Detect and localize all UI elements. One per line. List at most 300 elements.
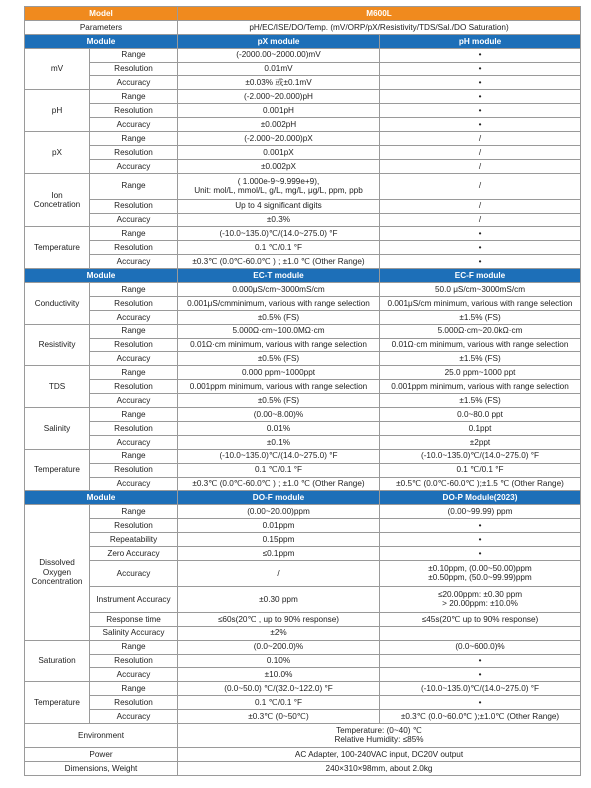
value-col2: [380, 519, 581, 533]
value-line: ±0.5% (FS): [257, 312, 300, 322]
value-col1: [178, 435, 380, 449]
value-line: 50.0 μS/cm~3000mS/cm: [434, 284, 526, 294]
row-label: Range: [90, 283, 178, 297]
value-line: ±2%: [270, 628, 287, 638]
value-line: Relative Humidity: ≤85%: [334, 735, 424, 745]
value-col1: [178, 696, 380, 710]
value-col1: [178, 533, 380, 547]
value-col1: [178, 62, 380, 76]
value-line: ±0.3℃ (0.0℃-60.0℃ ) ; ±1.0 ℃ (Other Range): [192, 256, 365, 266]
value-col1: [178, 366, 380, 380]
value-col2: [380, 324, 581, 338]
value-line: 5.000Ω·cm~20.0kΩ·cm: [437, 326, 523, 336]
value-line: (0.0~600.0)%: [455, 642, 505, 652]
value-col1: [178, 199, 380, 213]
value-col1: [178, 338, 380, 352]
row-label: Accuracy: [90, 560, 178, 586]
value-line: 0.1 ℃/0.1 °F: [254, 697, 303, 707]
parameter-group-name: TDS: [25, 366, 90, 408]
value-line: 0.15ppm: [262, 534, 295, 544]
row-label: Instrument Accuracy: [90, 586, 178, 612]
value-col2: [380, 241, 581, 255]
value-col1: [178, 640, 380, 654]
value-line: •: [478, 697, 482, 707]
value-col1: [178, 132, 380, 146]
spec-row: [25, 173, 581, 199]
spec-row: [25, 145, 581, 159]
row-label: Accuracy: [90, 352, 178, 366]
value-line: ( 1.000e-9~9.999e+9),: [237, 176, 320, 186]
value-line: ±0.5% (FS): [257, 395, 300, 405]
spec-row: [25, 213, 581, 227]
spec-row: [25, 338, 581, 352]
value-line: •: [478, 548, 482, 558]
parameters-label: Parameters: [25, 20, 178, 34]
value-line: (-2.000~20.000)pH: [244, 92, 313, 102]
value-col1: [178, 546, 380, 560]
row-label: Accuracy: [90, 213, 178, 227]
value-line: ±0.5℃ (0.0℃-60.0℃ );±1.5 ℃ (Other Range): [396, 479, 564, 489]
value-line: 0.1 ℃/0.1 °F: [254, 465, 303, 475]
value-line: 0.1 ℃/0.1 °F: [254, 243, 303, 253]
value-col1: [178, 586, 380, 612]
parameter-group-name: Resistivity: [25, 324, 90, 366]
row-label: Accuracy: [90, 668, 178, 682]
spec-row: [25, 310, 581, 324]
row-label: Resolution: [90, 296, 178, 310]
value-line: 0.0~80.0 ppt: [457, 409, 503, 419]
value-col1: [178, 463, 380, 477]
value-line: •: [478, 119, 482, 129]
row-label: Resolution: [90, 421, 178, 435]
parameter-group-name: Temperature: [25, 682, 90, 724]
row-label: Resolution: [90, 654, 178, 668]
value-col2: [380, 710, 581, 724]
value-line: (-2000.00~2000.00)mV: [236, 50, 321, 60]
row-label: Resolution: [90, 145, 178, 159]
row-label: Accuracy: [90, 118, 178, 132]
row-label: Range: [90, 324, 178, 338]
value-line: •: [478, 256, 482, 266]
value-col1: [178, 449, 380, 463]
power-label: Power: [25, 747, 178, 761]
spec-row: [25, 380, 581, 394]
row-label: Range: [90, 48, 178, 62]
value-line: /: [478, 201, 482, 211]
value-line: ±2ppt: [469, 437, 491, 447]
module-label: Module: [25, 269, 178, 283]
value-col1: [178, 283, 380, 297]
row-label: Zero Accuracy: [90, 546, 178, 560]
module-col2-title: pH module: [380, 34, 581, 48]
spec-row: [25, 408, 581, 422]
spec-row: [25, 449, 581, 463]
value-line: •: [478, 92, 482, 102]
environment-value: [178, 723, 581, 747]
environment-row: [25, 723, 581, 747]
value-line: 0.01Ω·cm minimum, various with range selection: [190, 340, 367, 350]
value-line: ±1.5% (FS): [459, 395, 501, 405]
spec-row: [25, 505, 581, 519]
row-label: Range: [90, 682, 178, 696]
power-row: [25, 747, 581, 761]
value-line: Temperature: (0~40) ℃: [336, 726, 422, 736]
spec-row: [25, 62, 581, 76]
value-col1: [178, 505, 380, 519]
value-col2: [380, 145, 581, 159]
row-label: Response time: [90, 612, 178, 626]
dimensions-label: Dimensions, Weight: [25, 761, 178, 775]
value-col2: [380, 310, 581, 324]
value-line: 0.000 ppm~1000ppt: [241, 368, 316, 378]
spec-row: [25, 668, 581, 682]
spec-row: [25, 519, 581, 533]
value-col2: [380, 90, 581, 104]
environment-label: Environment: [25, 723, 178, 747]
spec-row: [25, 352, 581, 366]
value-col1: [178, 668, 380, 682]
value-col1: [178, 682, 380, 696]
value-line: /: [478, 215, 482, 225]
value-col2: [380, 296, 581, 310]
value-line: ±0.1%: [266, 437, 291, 447]
spec-row: [25, 283, 581, 297]
value-line: ±0.3℃ (0.0℃-60.0℃ ) ; ±1.0 ℃ (Other Range): [192, 479, 365, 489]
spec-row: [25, 626, 581, 640]
power-value: AC Adapter, 100-240VAC input, DC20V output: [178, 747, 581, 761]
value-line: •: [478, 534, 482, 544]
value-line: •: [478, 105, 482, 115]
value-col2: [380, 668, 581, 682]
row-label: Accuracy: [90, 394, 178, 408]
row-label: Accuracy: [90, 255, 178, 269]
value-col2: [380, 408, 581, 422]
spec-row: [25, 640, 581, 654]
value-col1: [178, 710, 380, 724]
row-label: Range: [90, 132, 178, 146]
value-line: ±10.0%: [264, 670, 293, 680]
spec-row: [25, 682, 581, 696]
value-line: 0.01ppm: [262, 520, 295, 530]
module-header-row: [25, 491, 581, 505]
spec-table: [24, 6, 581, 776]
value-line: •: [478, 243, 482, 253]
value-line: Up to 4 significant digits: [235, 201, 322, 211]
value-col2: [380, 352, 581, 366]
row-label: Repeatability: [90, 533, 178, 547]
value-line: ±0.5% (FS): [257, 354, 300, 364]
value-col1: [178, 213, 380, 227]
parameters-value: pH/EC/ISE/DO/Temp. (mV/ORP/pX/Resistivity/TDS/Sal./DO Saturation): [178, 20, 581, 34]
module-col2-title: EC-F module: [380, 269, 581, 283]
value-col2: [380, 421, 581, 435]
value-col2: [380, 338, 581, 352]
row-label: Range: [90, 505, 178, 519]
value-line: •: [478, 50, 482, 60]
value-line: /: [478, 147, 482, 157]
value-col2: [380, 118, 581, 132]
spec-row: [25, 324, 581, 338]
value-line: /: [478, 161, 482, 171]
row-label: Resolution: [90, 380, 178, 394]
value-col1: [178, 104, 380, 118]
value-col1: [178, 296, 380, 310]
value-line: ≤20.00ppm: ±0.30 ppm: [437, 589, 523, 599]
spec-row: [25, 159, 581, 173]
row-label: Accuracy: [90, 76, 178, 90]
value-line: ±0.30 ppm: [259, 594, 298, 604]
value-line: (0.0~50.0) ℃/(32.0~122.0) °F: [224, 684, 333, 694]
spec-row: [25, 132, 581, 146]
value-col1: [178, 48, 380, 62]
value-line: ±1.5% (FS): [459, 354, 501, 364]
value-col2: [380, 283, 581, 297]
row-label: Resolution: [90, 241, 178, 255]
value-col2: [380, 626, 581, 640]
value-line: ±0.10ppm, (0.00~50.00)ppm: [428, 563, 532, 573]
spec-row: [25, 533, 581, 547]
model-header-row: [25, 7, 581, 21]
row-label: Resolution: [90, 62, 178, 76]
value-line: 25.0 ppm~1000 ppt: [444, 368, 516, 378]
row-label: Resolution: [90, 338, 178, 352]
parameter-group-name: Dissolved Oxygen Concentration: [25, 505, 90, 640]
value-line: •: [478, 229, 482, 239]
value-line: (-10.0~135.0)℃/(14.0~275.0) °F: [219, 451, 338, 461]
spec-table-body: [25, 7, 581, 776]
value-line: 5.000Ω·cm~100.0MΩ·cm: [232, 326, 325, 336]
spec-row: [25, 48, 581, 62]
value-line: ±0.002pX: [261, 161, 296, 171]
value-line: 0.1 ℃/0.1 °F: [456, 465, 504, 475]
row-label: Accuracy: [90, 710, 178, 724]
row-label: Range: [90, 227, 178, 241]
value-col2: [380, 227, 581, 241]
spec-row: [25, 366, 581, 380]
value-line: 0.01mV: [264, 64, 293, 74]
value-col1: [178, 324, 380, 338]
value-col1: [178, 380, 380, 394]
parameter-group-name: mV: [25, 48, 90, 90]
value-line: 0.001ppm minimum, various with range selection: [189, 382, 368, 391]
module-col2-title: DO-P Module(2023): [380, 491, 581, 505]
value-col1: [178, 145, 380, 159]
value-col1: [178, 560, 380, 586]
row-label: Range: [90, 408, 178, 422]
value-col1: [178, 626, 380, 640]
spec-row: [25, 654, 581, 668]
parameter-group-name: Saturation: [25, 640, 90, 682]
spec-row: [25, 710, 581, 724]
spec-row: [25, 546, 581, 560]
spec-row: [25, 560, 581, 586]
value-col1: [178, 76, 380, 90]
parameter-group-name: Ion Concetration: [25, 173, 90, 227]
value-col2: [380, 62, 581, 76]
value-line: ±0.03% 或±0.1mV: [245, 78, 312, 88]
value-col1: [178, 255, 380, 269]
value-col2: [380, 104, 581, 118]
value-col2: [380, 696, 581, 710]
module-label: Module: [25, 491, 178, 505]
value-line: 0.01Ω·cm minimum, various with range selection: [391, 340, 569, 350]
value-line: 0.001pH: [263, 105, 294, 115]
value-line: •: [478, 520, 482, 530]
value-line: ±0.3℃ (0~50℃): [248, 711, 309, 721]
value-line: (-10.0~135.0)℃/(14.0~275.0) °F: [219, 229, 338, 239]
value-col2: [380, 255, 581, 269]
value-col1: [178, 310, 380, 324]
value-col2: [380, 505, 581, 519]
spec-row: [25, 76, 581, 90]
value-col2: [380, 654, 581, 668]
value-line: /: [277, 568, 280, 578]
value-col2: [380, 682, 581, 696]
value-line: (0.00~20.00)ppm: [247, 507, 310, 517]
value-line: 0.001ppm minimum, various with range selection: [391, 382, 569, 391]
spec-row: [25, 104, 581, 118]
parameter-group-name: Temperature: [25, 449, 90, 491]
value-line: ±0.3℃ (0.0~60.0℃ );±1.0℃ (Other Range): [400, 711, 560, 721]
spec-row: [25, 463, 581, 477]
value-col1: [178, 241, 380, 255]
model-value: M600L: [178, 7, 581, 21]
row-label: Resolution: [90, 199, 178, 213]
module-col1-title: DO-F module: [178, 491, 380, 505]
row-label: Range: [90, 640, 178, 654]
value-line: ≤0.1ppm: [262, 548, 295, 558]
spec-row: [25, 394, 581, 408]
value-col2: [380, 159, 581, 173]
value-line: (-10.0~135.0)℃/(14.0~275.0) °F: [420, 451, 540, 461]
value-col1: [178, 90, 380, 104]
row-label: Range: [90, 366, 178, 380]
parameter-group-name: Conductivity: [25, 283, 90, 325]
value-col2: [380, 366, 581, 380]
value-line: 0.001μS/cmminimum, various with range selection: [187, 298, 370, 308]
value-col2: [380, 612, 581, 626]
value-col2: [380, 463, 581, 477]
value-line: ±0.50ppm, (50.0~99.99)ppm: [428, 573, 532, 583]
spec-row: [25, 118, 581, 132]
value-col1: [178, 408, 380, 422]
value-line: •: [478, 78, 482, 88]
value-line: ±0.002pH: [260, 119, 297, 129]
spec-row: [25, 199, 581, 213]
value-col2: [380, 477, 581, 491]
spec-row: [25, 435, 581, 449]
value-line: (-2.000~20.000)pX: [244, 133, 313, 143]
row-label: Resolution: [90, 696, 178, 710]
row-label: Accuracy: [90, 435, 178, 449]
spec-row: [25, 421, 581, 435]
row-label: Range: [90, 90, 178, 104]
value-col1: [178, 394, 380, 408]
value-line: 0.10%: [266, 656, 291, 666]
value-line: ≤60s(20℃ , up to 90% response): [217, 614, 340, 624]
value-col1: [178, 173, 380, 199]
value-line: (-10.0~135.0)℃/(14.0~275.0) °F: [420, 684, 540, 694]
row-label: Salinity Accuracy: [90, 626, 178, 640]
spec-row: [25, 296, 581, 310]
value-col1: [178, 519, 380, 533]
value-col2: [380, 394, 581, 408]
value-col1: [178, 227, 380, 241]
value-col2: [380, 449, 581, 463]
value-col2: [380, 586, 581, 612]
spec-row: [25, 586, 581, 612]
value-col1: [178, 421, 380, 435]
value-line: •: [478, 670, 482, 680]
value-col2: [380, 640, 581, 654]
value-col1: [178, 352, 380, 366]
model-label: Model: [25, 7, 178, 21]
value-line: (0.0~200.0)%: [253, 642, 304, 652]
value-line: /: [478, 181, 482, 191]
value-col2: [380, 173, 581, 199]
row-label: Resolution: [90, 463, 178, 477]
spec-row: [25, 227, 581, 241]
value-col2: [380, 132, 581, 146]
row-label: Resolution: [90, 104, 178, 118]
row-label: Accuracy: [90, 477, 178, 491]
parameter-group-name: pH: [25, 90, 90, 132]
value-line: ≤45s(20℃ up to 90% response): [421, 614, 539, 624]
module-header-row: [25, 34, 581, 48]
spec-row: [25, 696, 581, 710]
spec-row: [25, 90, 581, 104]
row-label: Range: [90, 449, 178, 463]
value-col1: [178, 118, 380, 132]
value-line: 0.01%: [266, 423, 291, 433]
row-label: Range: [90, 173, 178, 199]
module-col1-title: EC-T module: [178, 269, 380, 283]
value-col2: [380, 48, 581, 62]
value-col1: [178, 612, 380, 626]
value-col2: [380, 213, 581, 227]
dimensions-row: [25, 761, 581, 775]
value-col2: [380, 533, 581, 547]
parameter-group-name: Salinity: [25, 408, 90, 450]
spec-row: [25, 255, 581, 269]
value-line: Unit: mol/L, mmol/L, g/L, mg/L, μg/L, ppm, ppb: [194, 186, 363, 196]
module-label: Module: [25, 34, 178, 48]
value-col2: [380, 199, 581, 213]
parameters-row: [25, 20, 581, 34]
value-line: 0.1ppt: [468, 423, 492, 433]
parameter-group-name: Temperature: [25, 227, 90, 269]
value-col1: [178, 159, 380, 173]
row-label: Resolution: [90, 519, 178, 533]
value-line: (0.00~99.99) ppm: [447, 507, 513, 517]
module-header-row: [25, 269, 581, 283]
value-line: ±0.3%: [266, 215, 291, 225]
value-line: ±1.5% (FS): [459, 312, 501, 322]
parameter-group-name: pX: [25, 132, 90, 174]
row-label: Accuracy: [90, 159, 178, 173]
value-col2: [380, 380, 581, 394]
row-label: Accuracy: [90, 310, 178, 324]
value-line: (0.00~8.00)%: [253, 409, 304, 419]
value-line: •: [478, 64, 482, 74]
value-line: 0.001μS/cm minimum, various with range selection: [387, 298, 573, 308]
spec-row: [25, 241, 581, 255]
value-col2: [380, 546, 581, 560]
value-line: > 20.00ppm: ±10.0%: [442, 599, 518, 609]
dimensions-value: 240×310×98mm, about 2.0kg: [178, 761, 581, 775]
module-col1-title: pX module: [178, 34, 380, 48]
value-col2: [380, 560, 581, 586]
